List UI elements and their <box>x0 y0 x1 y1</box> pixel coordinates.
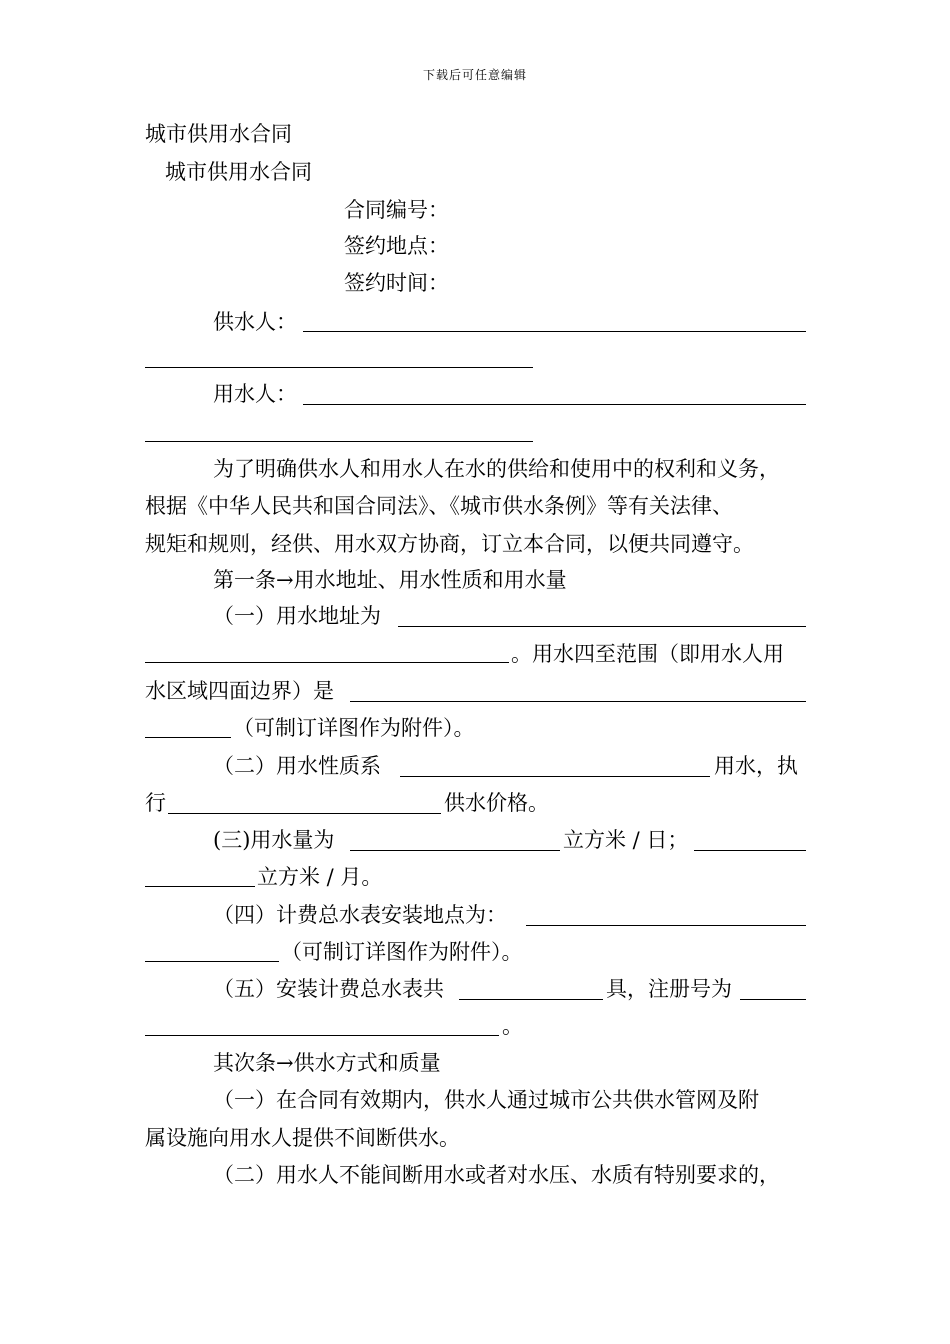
supplier-label: 供水人： <box>213 310 297 334</box>
preamble-line: 规矩和规则，经供、用水双方协商，订立本合同，以便共同遵守。 <box>145 532 754 556</box>
signing-time-label: 签约时间： <box>344 271 449 295</box>
meter-location-blank-line <box>145 961 279 962</box>
article-1-item-2-text: 用水，执 <box>714 754 798 778</box>
article-2-item-1-text: 属设施向用水人提供不间断供水。 <box>145 1126 460 1150</box>
address-blank-line <box>145 662 509 663</box>
header-note: 下载后可任意编辑 <box>422 68 527 82</box>
registration-number-blank-line <box>145 1035 499 1036</box>
article-1-item-5-text: 具，注册号为 <box>606 977 732 1001</box>
article-2-item-2-text: （二）用水人不能间断用水或者对水压、水质有特别要求的， <box>213 1163 780 1187</box>
boundary-blank-line <box>350 701 806 702</box>
article-2-heading: 其次条→供水方式和质量 <box>213 1051 441 1075</box>
article-1-item-2-text: 行 <box>145 791 166 815</box>
article-1-item-2-text: （二）用水性质系 <box>213 754 381 778</box>
article-1-item-3-text: 立方米 / 月。 <box>257 865 383 889</box>
supplier-blank-line <box>145 367 533 368</box>
article-1-item-5-text: （五）安装计费总水表共 <box>213 977 444 1001</box>
article-1-item-1-text: 。用水四至范围（即用水人用 <box>511 642 784 666</box>
article-1-item-1-text: （一）用水地址为 <box>213 604 381 628</box>
article-1-item-4-text: （四）计费总水表安装地点为： <box>213 903 507 927</box>
article-1-item-5-text: 。 <box>502 1014 523 1038</box>
registration-number-blank-line <box>740 999 806 1000</box>
daily-volume-blank-line <box>350 850 560 851</box>
article-1-item-1-text: （可制订详图作为附件）。 <box>233 716 475 740</box>
user-blank-line <box>145 441 533 442</box>
article-1-item-2-text: 供水价格。 <box>444 791 549 815</box>
article-1-item-1-text: 水区域四面边界）是 <box>145 679 334 703</box>
article-1-item-3-text: 立方米 / 日； <box>563 828 689 852</box>
user-blank-line <box>303 404 806 405</box>
article-1-heading: 第一条→用水地址、用水性质和用水量 <box>213 568 567 592</box>
article-2-item-1-text: （一）在合同有效期内，供水人通过城市公共供水管网及附 <box>213 1088 759 1112</box>
document-title: 城市供用水合同 <box>145 122 292 146</box>
meter-location-blank-line <box>526 925 806 926</box>
user-label: 用水人： <box>213 382 297 406</box>
boundary-blank-line <box>145 737 231 738</box>
document-subtitle: 城市供用水合同 <box>165 160 312 184</box>
article-1-item-3-text: (三)用水量为 <box>213 828 335 852</box>
preamble-line: 为了明确供水人和用水人在水的供给和使用中的权利和义务， <box>213 457 780 481</box>
meter-count-blank-line <box>459 999 603 1000</box>
water-nature-blank-line <box>400 776 710 777</box>
contract-number-label: 合同编号： <box>344 198 449 222</box>
address-blank-line <box>398 626 806 627</box>
monthly-volume-blank-line <box>694 850 806 851</box>
price-blank-line <box>168 813 441 814</box>
supplier-blank-line <box>303 331 806 332</box>
preamble-line: 根据《中华人民共和国合同法》、《城市供水条例》等有关法律、 <box>145 494 733 518</box>
monthly-volume-blank-line <box>145 886 255 887</box>
signing-place-label: 签约地点： <box>344 234 449 258</box>
article-1-item-4-text: （可制订详图作为附件）。 <box>281 940 523 964</box>
